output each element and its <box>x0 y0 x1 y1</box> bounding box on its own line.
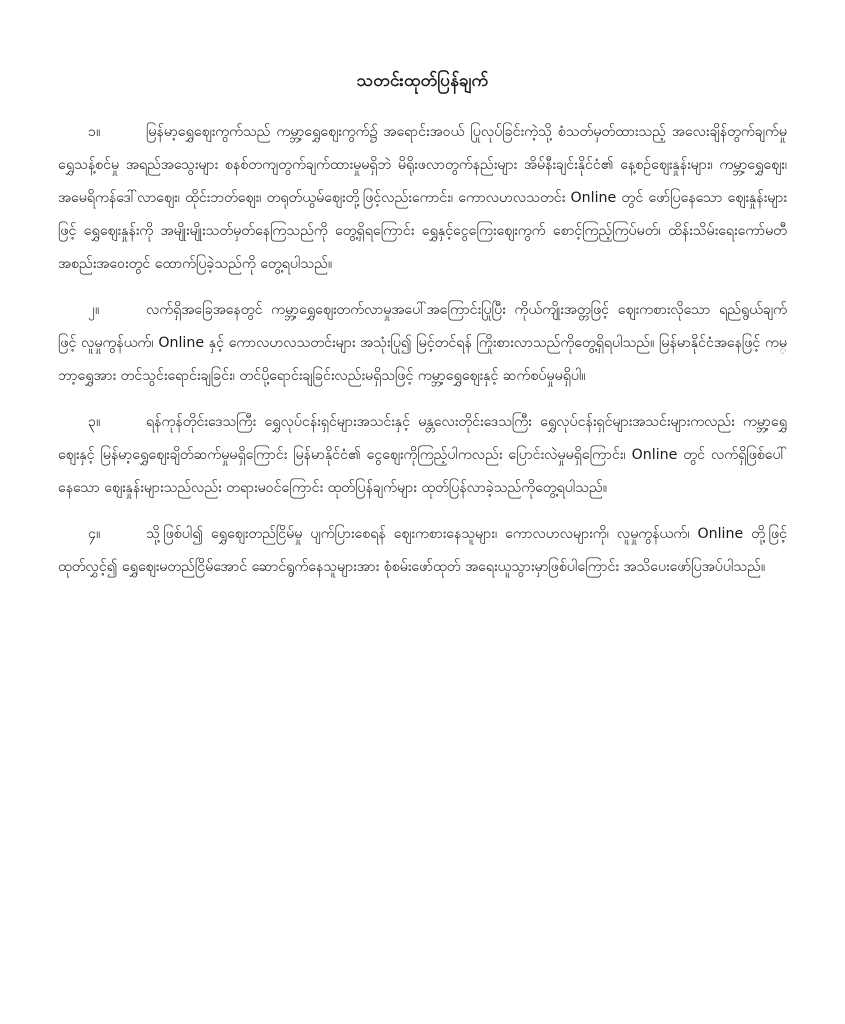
paragraph-number: ၂။ <box>88 302 100 318</box>
paragraph-text: ရန်ကုန်တိုင်းဒေသကြီး ရွှေလုပ်ငန်းရှင်များအသင်းနှင့် မန္တလေးတိုင်းဒေသကြီး ရွှေလုပ်ငန်းရှင်များအသင်းများကလည်း ကမ္ဘာ့ရွှေဈေးနှင့် မြန်မာ့ရွှေဈေးချိတ်ဆက်မှုမရှိကြောင်း မြန်မာနိုင်ငံ၏ ငွေဈေးကိုကြည့်ပါကလည်း ပြောင်းလဲမှုမရှိကြောင်း၊ Online တွင် လက်ရှိဖြစ်ပေါ်နေသော ဈေးနှုန်းများသည်လည်း တရားမဝင်ကြောင်း ထုတ်ပြန်ချက်များ ထုတ်ပြန်လာခဲ့သည်ကိုတွေ့ရပါသည်။ <box>58 414 787 496</box>
paragraph-2 <box>58 294 787 393</box>
paragraph-3 <box>58 406 787 505</box>
paragraph-text: မြန်မာ့ရွှေဈေးကွက်သည် ကမ္ဘာ့ရွှေဈေးကွက်၌ အရောင်းအဝယ် ပြုလုပ်ခြင်းကဲ့သို့ စံသတ်မှတ်ထားသည့် အလေးချိန်တွက်ချက်မှု ရွှေသန့်စင်မှု အရည်အသွေးများ စနစ်တကျတွက်ချက်ထားမှုမရှိဘဲ မိရိုးဖလာတွက်နည်းများ အိမ်နီးချင်းနိုင်ငံ၏ နေ့စဉ်ဈေးနှုန်းများ၊ ကမ္ဘာ့ရွှေဈေး၊ အမေရိကန်ဒေါ်လာဈေး၊ ထိုင်းဘတ်ဈေး၊ တရုတ်ယွမ်ဈေးတို့ဖြင့်လည်းကောင်း၊ ကောလဟလသတင်း Online တွင် ဖော်ပြနေသော ဈေးနှုန်းများဖြင့် ရွှေဈေးနှုန်းကို အမျိုးမျိုးသတ်မှတ်နေကြသည်ကို တွေ့ရှိရကြောင်း ရွှေနှင့်ငွေကြေးဈေးကွက် စောင့်ကြည့်ကြပ်မတ်၊ ထိန်းသိမ်းရေးကော်မတီအစည်းအဝေးတွင် ထောက်ပြခဲ့သည်ကို တွေ့ရပါသည်။ <box>58 124 787 272</box>
paragraph-text: လက်ရှိအခြေအနေတွင် ကမ္ဘာ့ရွှေဈေးတက်လာမှုအပေါ်အကြောင်းပြုပြီး ကိုယ်ကျိုးအတ္တဖြင့် ဈေးကစားလိုသော ရည်ရွယ်ချက်ဖြင့် လူမှုကွန်ယက်၊ Online နှင့် ကောလဟလသတင်းများ အသုံးပြု၍ မြင့်တင်ရန် ကြိုးစားလာသည်ကိုတွေ့ရှိရပါသည်။ မြန်မာနိုင်ငံအနေဖြင့် ကမ္ဘာ့ရွှေအား တင်သွင်းရောင်းချခြင်း၊ တင်ပို့ရောင်းချခြင်းလည်းမရှိသဖြင့် ကမ္ဘာ့ရွှေဈေးနှင့် ဆက်စပ်မှုမရှိပါ။ <box>58 302 787 384</box>
paragraph-number: ၃။ <box>88 414 101 430</box>
paragraph-number: ၄။ <box>88 526 101 542</box>
paragraph-1 <box>58 116 787 281</box>
paragraph-4 <box>58 518 787 584</box>
document-title: သတင်းထုတ်ပြန်ချက် <box>356 71 489 91</box>
paragraph-number: ၁။ <box>88 124 101 140</box>
paragraph-text: သို့ဖြစ်ပါ၍ ရွှေဈေးတည်ငြိမ်မှု ပျက်ပြားစေရန် ဈေးကစားနေသူများ၊ ကောလဟလများကို၊ လူမှုကွန်ယက်၊ Online တို့ဖြင့် ထုတ်လွှင့်၍ ရွှေဈေးမတည်ငြိမ်အောင် ဆောင်ရွက်နေသူများအား စုံစမ်းဖော်ထုတ် အရေးယူသွားမှာဖြစ်ပါကြောင်း အသိပေးဖော်ပြအပ်ပါသည်။ <box>58 526 787 575</box>
